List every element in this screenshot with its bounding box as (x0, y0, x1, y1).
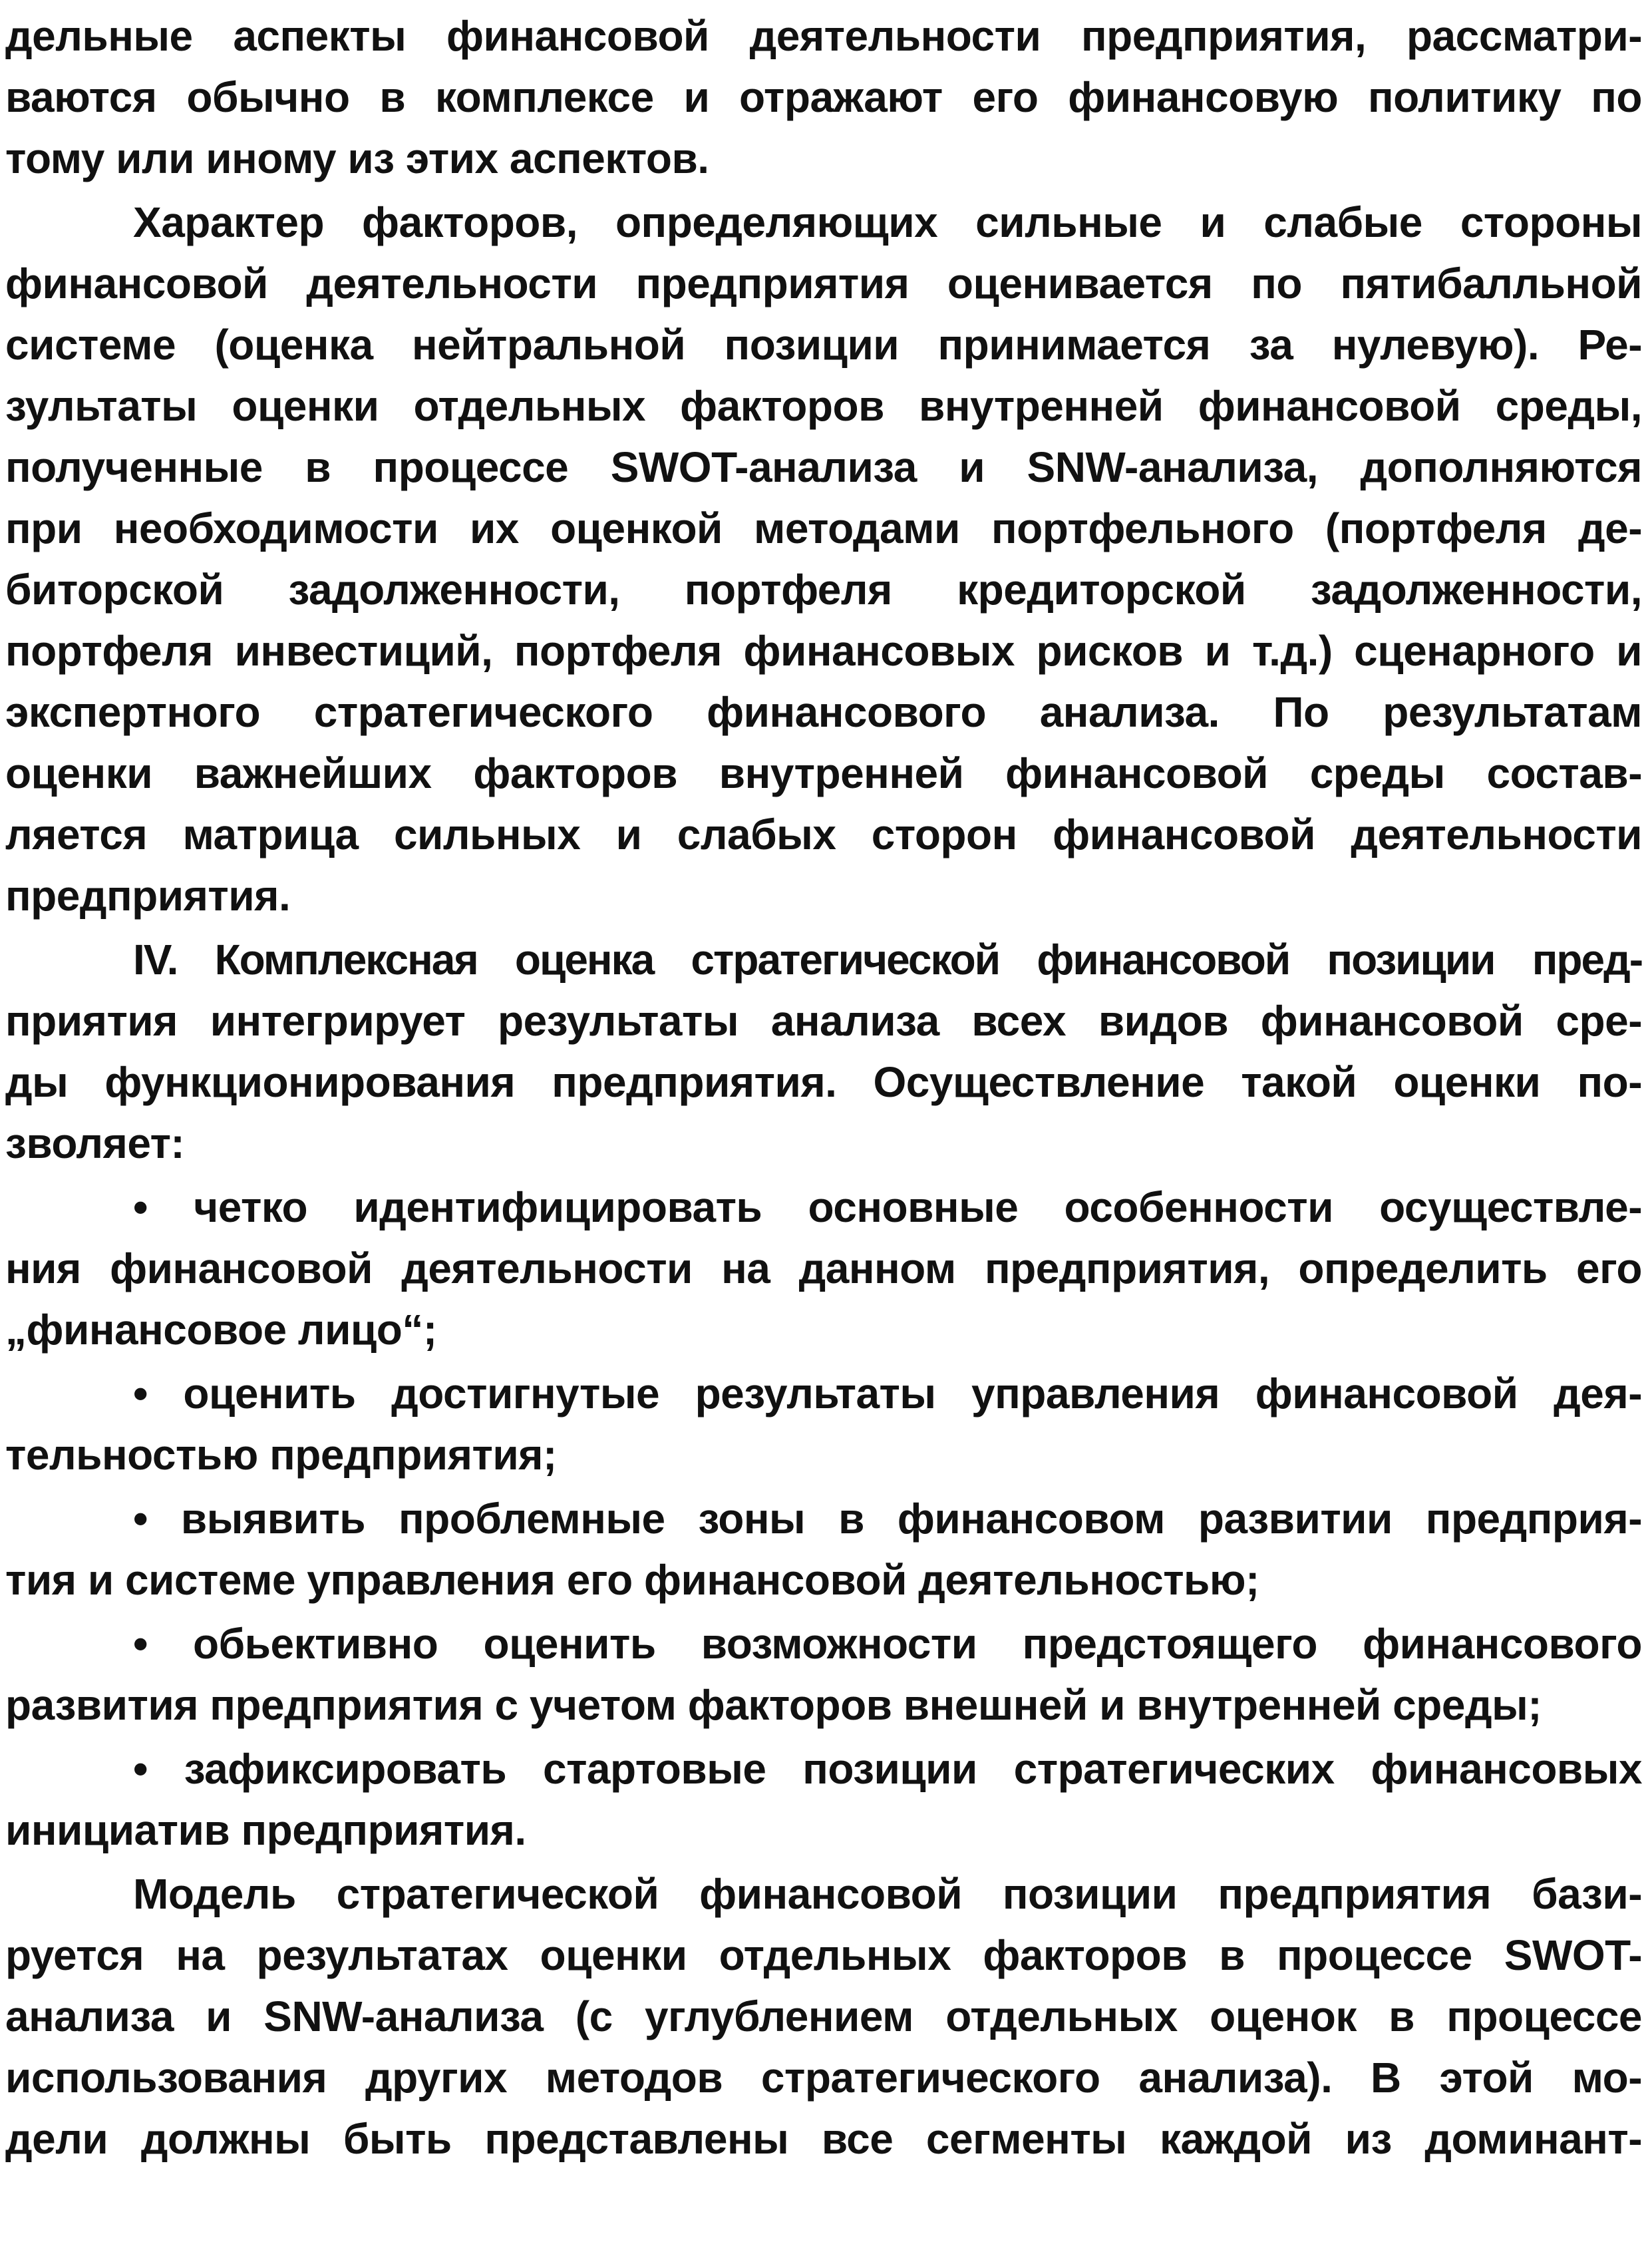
text-line: полученные в процессе SWOT-анализа и SNW-анализа, дополняются (5, 443, 1642, 491)
text-line: зультаты оценки отдельных факторов внутренней финансовой среды, (5, 382, 1642, 430)
text-line: тельностью предприятия; (5, 1431, 557, 1479)
text-line: зволяет: (5, 1119, 185, 1167)
text-line: ния финансовой деятельности на данном предприятия, определить его (5, 1244, 1642, 1292)
text-line: оценки важнейших факторов внутренней финансовой среды состав- (5, 749, 1642, 797)
text-line: дельные аспекты финансовой деятельности предприятия, рассматри- (5, 12, 1642, 60)
bullet-line: • выявить проблемные зоны в финансовом развитии предприя- (133, 1495, 1642, 1543)
text-line: биторской задолженности, портфеля кредиторской задолженности, (5, 566, 1642, 614)
text-line: Характер факторов, определяющих сильные и слабые стороны (133, 198, 1642, 246)
bullet-line: • четко идентифицировать основные особенности осуществле- (133, 1183, 1642, 1231)
text-line: экспертного стратегического финансового анализа. По результатам (5, 688, 1642, 736)
section-heading-line: IV. Комплексная оценка стратегической финансовой позиции пред- (133, 936, 1642, 984)
text-line: ды функционирования предприятия. Осуществление такой оценки по- (5, 1058, 1642, 1106)
text-line: руется на результатах оценки отдельных факторов в процессе SWOT- (5, 1931, 1642, 1979)
text-line: дели должны быть представлены все сегменты каждой из доминант- (5, 2115, 1642, 2163)
text-line: ваются обычно в комплексе и отражают его финансовую политику по (5, 73, 1642, 121)
text-line: анализа и SNW-анализа (с углублением отдельных оценок в процессе (5, 1992, 1642, 2040)
bullet-line: • зафиксировать стартовые позиции стратегических финансовых (133, 1745, 1642, 1793)
text-line: ляется матрица сильных и слабых сторон финансовой деятельности (5, 811, 1642, 858)
text-line: Модель стратегической финансовой позиции предприятия бази- (133, 1870, 1642, 1918)
text-line: „финансовое лицо“; (5, 1306, 437, 1354)
text-line: системе (оценка нейтральной позиции принимается за нулевую). Ре- (5, 321, 1642, 369)
text-line: тому или иному из этих аспектов. (5, 134, 709, 182)
text-line: предприятия. (5, 872, 291, 920)
text-line: портфеля инвестиций, портфеля финансовых рисков и т.д.) сценарного и (5, 627, 1642, 675)
text-line: приятия интегрирует результаты анализа всех видов финансовой сре- (5, 997, 1642, 1045)
text-line: финансовой деятельности предприятия оценивается по пятибалльной (5, 260, 1642, 307)
text-line: инициатив предприятия. (5, 1806, 526, 1854)
text-line: тия и системе управления его финансовой деятельностью; (5, 1556, 1259, 1604)
bullet-line: • обьективно оценить возможности предстоящего финансового (133, 1620, 1642, 1668)
text-line: использования других методов стратегического анализа). В этой мо- (5, 2054, 1642, 2102)
text-line: при необходимости их оценкой методами портфельного (портфеля де- (5, 504, 1642, 552)
bullet-line: • оценить достигнутые результаты управления финансовой дея- (133, 1370, 1642, 1417)
text-line: развития предприятия с учетом факторов внешней и внутренней среды; (5, 1681, 1542, 1729)
